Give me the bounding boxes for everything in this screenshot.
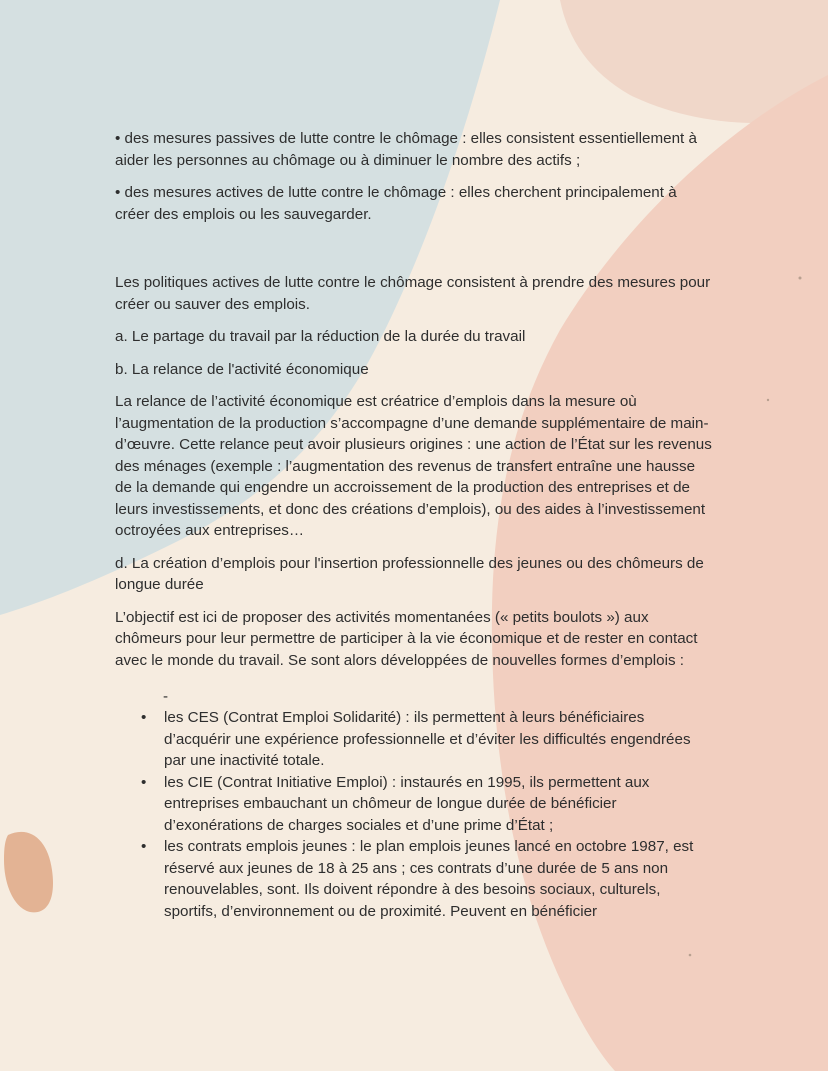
active-measures-paragraph: • des mesures actives de lutte contre le chômage : elles cherchent principalement à créer des emplois ou les sauvegarder.: [115, 184, 677, 223]
speck: [689, 954, 692, 957]
heading-d: d. La création d’emplois pour l'insertion professionnelle des jeunes ou des chômeurs de longue durée: [115, 554, 704, 593]
heading-b: b. La relance de l'activité économique: [115, 360, 369, 378]
speck: [767, 399, 769, 401]
heading-a: a. Le partage du travail par la réduction de la durée du travail: [115, 328, 526, 345]
bullet-icon: •: [141, 838, 147, 855]
intro-paragraph: Les politiques actives de lutte contre le chômage consistent à prendre des mesures pour créer ou sauver des emplois.: [115, 274, 711, 313]
list-item: [115, 836, 715, 922]
bullet-icon: •: [141, 773, 147, 791]
list-item: [115, 772, 715, 837]
employment-forms-list: [115, 707, 715, 922]
dash-marker: -: [163, 688, 169, 705]
list-item-text: les CIE (Contrat Initiative Emploi) : instaurés en 1995, ils permettent aux entreprises embauchant un chômeur de longue durée de bénéficier d’exonérations de charges sociales et d’une prime d’État ;: [164, 773, 650, 834]
passive-measures-paragraph: • des mesures passives de lutte contre le chômage : elles consistent essentiellement à aider les personnes au chômage ou à diminuer le nombre des actifs ;: [115, 130, 697, 169]
list-item-text: les contrats emplois jeunes : le plan emplois jeunes lancé en octobre 1987, est réservé aux jeunes de 18 à 25 ans ; ces contrats d’une durée de 5 ans non renouvelables, sont. Ils doivent répondre à des besoins sociaux, culturels, sportifs, d’environnement ou de proximité. Peuvent en bénéficier: [164, 838, 694, 920]
relance-paragraph: La relance de l’activité économique est créatrice d’emplois dans la mesure où l’augmentation de la production s’accompagne d’une demande supplémentaire de main-d’œuvre. Cette relance peut avoir plusieurs origines : une action de l’État sur les revenus des ménages (exemple : l’augmentation des revenus de transfert entraîne une hausse de la demande qui engendre un accroissement de la production des entreprises et de leurs investissements, et donc des créations d’emplois), ou des aides à l’investissement octroyées aux entreprises…: [115, 393, 712, 539]
list-item: [115, 707, 715, 772]
bullet-icon: •: [141, 709, 147, 726]
list-item-text: les CES (Contrat Emploi Solidarité) : ils permettent à leurs bénéficiaires d’acquérir une expérience professionnelle et d’éviter les difficultés engendrées par une inactivité totale.: [164, 709, 691, 769]
document-body: [115, 128, 715, 922]
speck: [799, 277, 802, 280]
objectif-paragraph: L’objectif est ici de proposer des activités momentanées (« petits boulots ») aux chômeurs pour leur permettre de participer à la vie économique et de rester en contact avec le monde du travail. Se sont alors développées de nouvelles formes d’emplois :: [115, 608, 698, 669]
